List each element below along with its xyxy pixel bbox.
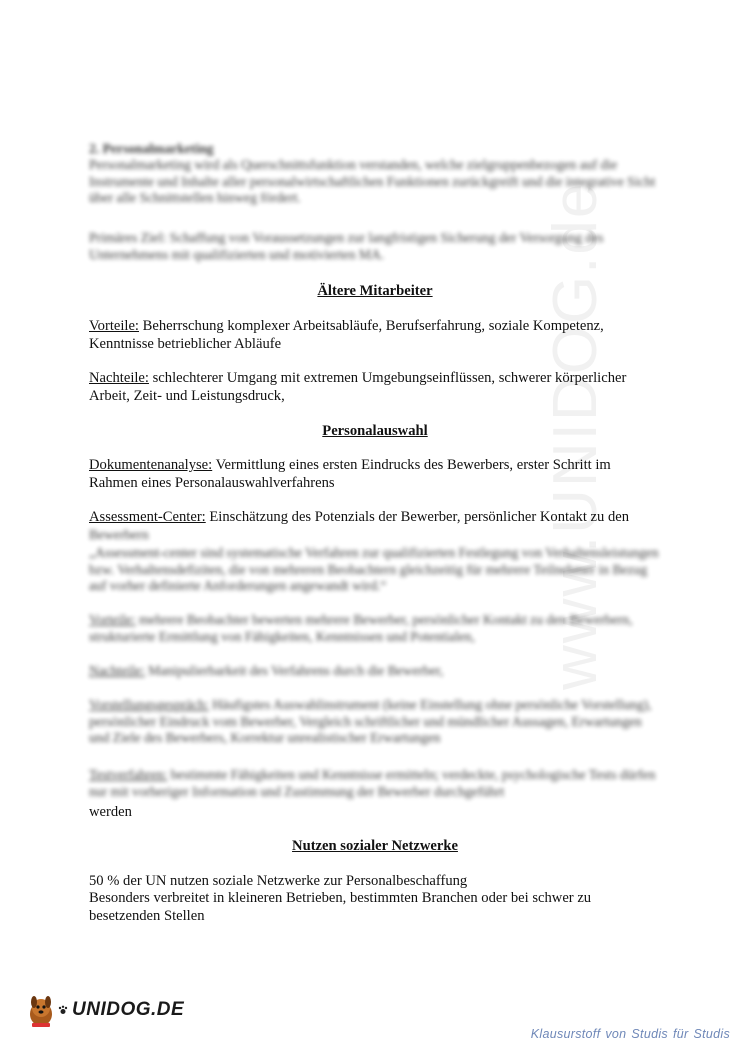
disadvantages-text: schlechterer Umgang mit extremen Umgebungseinflüssen, schwerer körperlicher Arbeit, Zeit- und Leistungsdruck, bbox=[89, 370, 627, 404]
assessment-center bbox=[89, 508, 659, 526]
disadvantages-label: Nachteile: bbox=[89, 370, 149, 386]
assessment-center-text: Einschätzung des Potenzials der Bewerber, persönlicher Kontakt zu den bbox=[209, 509, 630, 525]
social-networks-stat: 50 % der UN nutzen soziale Netzwerke zur Personalbeschaffung bbox=[89, 873, 468, 889]
personalmarketing-goal: Primäres Ziel: Schaffung von Voraussetzungen zur langfristigen Sicherung der Versorgung des Unternehmens mit qualifizierten und motivierten MA. bbox=[89, 230, 604, 262]
heading-aeltere-mitarbeiter: Ältere Mitarbeiter bbox=[317, 283, 433, 299]
social-networks-usage: Besonders verbreitet in kleineren Betrieben, bestimmten Branchen oder bei schwer zu besetzenden Stellen bbox=[89, 890, 592, 924]
heading-personalauswahl: Personalauswahl bbox=[322, 423, 428, 439]
heading-nutzen-sozialer-netzwerke: Nutzen sozialer Netzwerke bbox=[292, 838, 458, 854]
dog-mascot-icon bbox=[26, 992, 56, 1028]
logo-text: UNIDOG.DE bbox=[72, 999, 185, 1020]
footer-slogan: Klausurstoff von Studis für Studis bbox=[530, 1027, 730, 1041]
document-analysis-text: Vermittlung eines ersten Eindrucks des Bewerbers, erster Schritt im Rahmen eines Personalauswahlverfahrens bbox=[89, 457, 611, 491]
personalmarketing-text: Personalmarketing wird als Querschnittsfunktion verstanden, welche zielgruppenbezogen auf die Instrumente und Inhalte aller personalwirtschaftlichen Funktionen zurückgreift und die integrative Sicht über alle Schnittstellen hinweg fördert. bbox=[89, 157, 656, 205]
paw-icon bbox=[58, 1005, 68, 1015]
document-analysis-label: Dokumentenanalyse: bbox=[89, 457, 213, 473]
ac-advantages: Vorteile: mehrere Beobachter bewerten mehrere Bewerber, persönlicher Kontakt zu den Bewerbern, strukturierte Ermittlung von Fähigkeiten, Kenntnissen und Potentialen, bbox=[89, 612, 633, 644]
unidog-logo bbox=[26, 990, 184, 1030]
older-employees-disadvantages bbox=[89, 369, 659, 405]
section-title-personalmarketing: 2. Personalmarketing bbox=[89, 141, 214, 156]
watermark: www.UNIDOG.de bbox=[541, 181, 610, 690]
assessment-center-label: Assessment-Center: bbox=[89, 509, 206, 525]
assessment-center-continuation: Bewerbern bbox=[89, 527, 149, 542]
interview: Vorstellungsgespräch: Häufigstes Auswahlinstrument (keine Einstellung ohne persönliche Vorstellung), persönlicher Eindruck vom Bewerber, Vergleich schriftlicher und mündlicher Aussagen, Erwartungen und Ziele des Bewerbers, Korrektur unrealistischer Erwartungen bbox=[89, 697, 652, 745]
assessment-center-quote: „Assessment-center sind systematische Verfahren zur qualifizierten Festlegung von Verhaltensleistungen bzw. Verhaltensdefiziten, die von mehreren Beobachtern gleichzeitig für mehrere Teilnehmer in Bezug auf vorher definierte Anforderungen angewandt wird.“ bbox=[89, 545, 659, 593]
advantages-label: Vorteile: bbox=[89, 318, 139, 334]
older-employees-advantages bbox=[89, 317, 659, 353]
ac-disadvantages: Nachteile: Manipulierbarkeit des Verfahrens durch die Bewerber, bbox=[89, 663, 444, 678]
advantages-text: Beherrschung komplexer Arbeitsabläufe, Berufserfahrung, soziale Kompetenz, Kenntnisse betrieblicher Abläufe bbox=[89, 318, 604, 352]
test-procedures-end: werden bbox=[89, 804, 132, 820]
test-procedures: Testverfahren: bestimmte Fähigkeiten und Kenntnisse ermitteln; verdeckte, psychologische Tests dürfen nur mit vorheriger Information und Zustimmung der Bewerber durchgeführt bbox=[89, 767, 656, 799]
document-analysis bbox=[89, 456, 659, 492]
